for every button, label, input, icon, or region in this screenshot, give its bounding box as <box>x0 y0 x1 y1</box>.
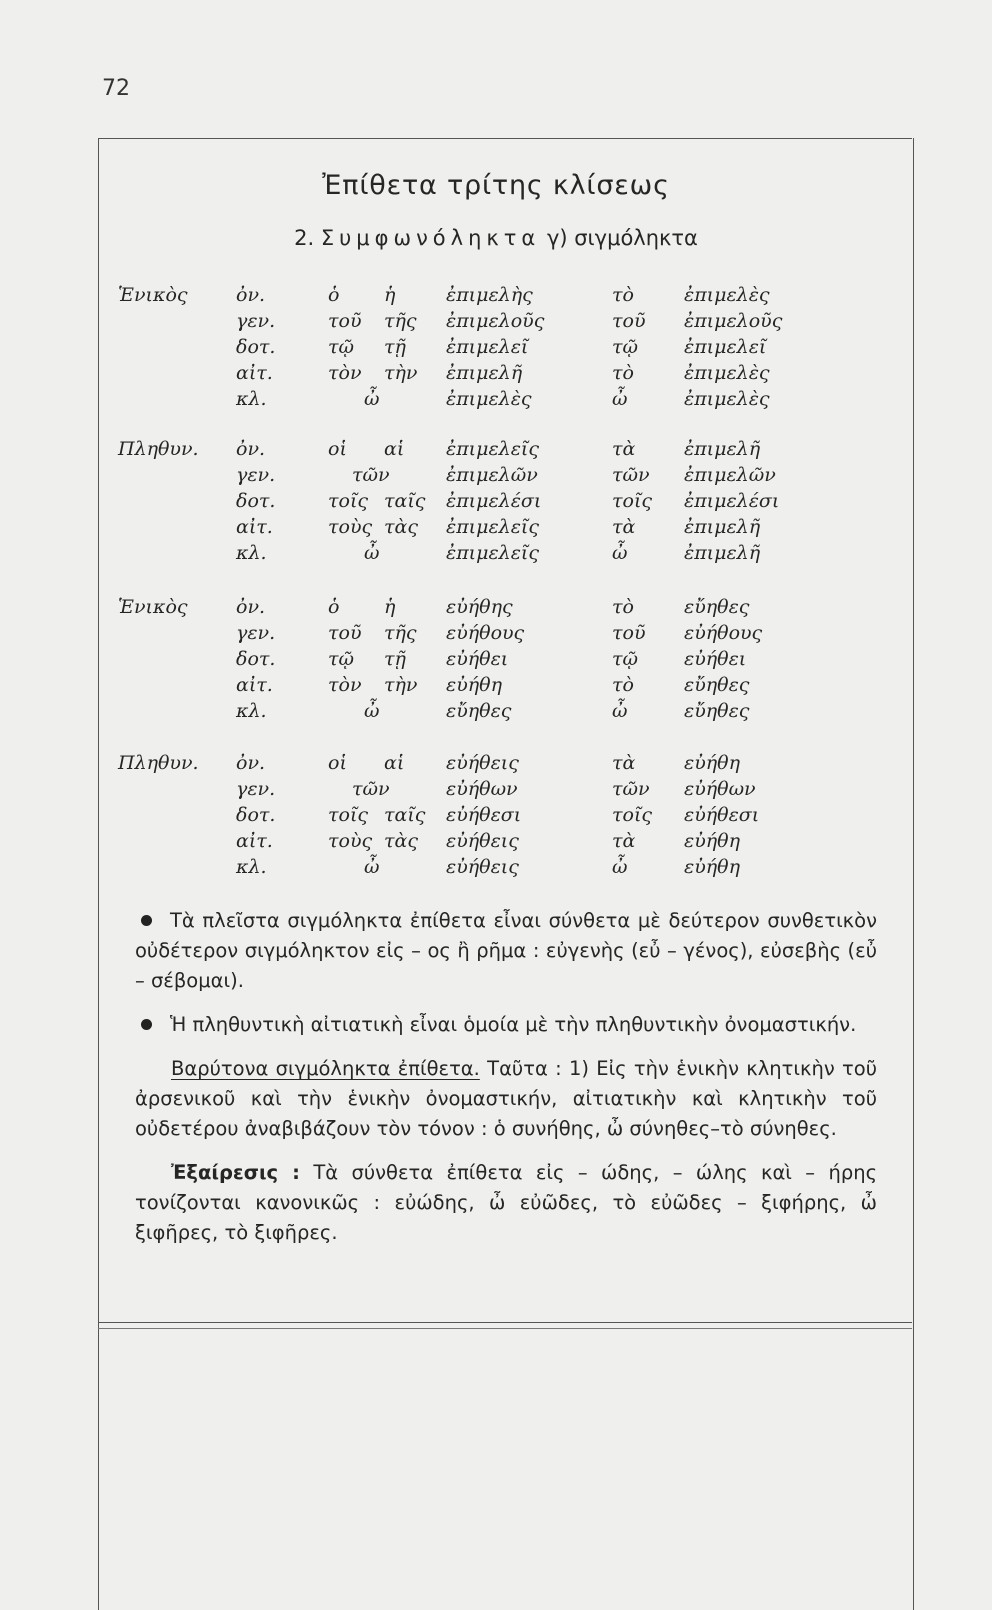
bullet-icon <box>141 1019 152 1030</box>
cell-art3: ὦ <box>612 388 628 410</box>
cell-case: αἰτ. <box>236 830 273 852</box>
cell-form2: εὐήθων <box>684 778 756 800</box>
cell-case: δοτ. <box>236 648 276 670</box>
cell-form1: εὐήθεις <box>446 856 519 878</box>
cell-case: κλ. <box>236 388 267 410</box>
bottom-rule <box>98 1322 912 1323</box>
cell-form1: ἐπιμελεῖς <box>446 542 540 564</box>
subtitle-number: 2. <box>294 226 315 250</box>
cell-art1: ὁ <box>328 596 340 618</box>
cell-form1: ἐπιμελῶν <box>446 464 538 486</box>
table-row <box>0 778 992 804</box>
page-title: Ἐπίθετα τρίτης κλίσεως <box>322 170 670 201</box>
bullet-icon <box>141 915 152 926</box>
note-2-text: Ἡ πληθυντικὴ αἰτιατικὴ εἶναι ὁμοία μὲ τὴν πληθυντικὴν ὀνομαστικήν. <box>170 1013 857 1036</box>
cell-art2: τῇ <box>384 648 406 670</box>
cell-label: Ἑνικὸς <box>118 596 188 618</box>
cell-art2: τῇ <box>384 336 406 358</box>
cell-form2: ἐπιμελοῦς <box>684 310 783 332</box>
cell-case: αἰτ. <box>236 362 273 384</box>
table-row <box>0 752 992 778</box>
note-4-heading: Ἐξαίρεσις : <box>171 1161 300 1184</box>
table-row <box>0 438 992 464</box>
cell-form1: εὐήθη <box>446 674 502 696</box>
cell-art1: ὦ <box>364 542 380 564</box>
cell-art2: τῆς <box>384 310 417 332</box>
section-subtitle <box>0 226 992 250</box>
note-3-heading: Βαρύτονα σιγμόληκτα ἐπίθετα. <box>171 1057 480 1080</box>
cell-form1: εὐήθεσι <box>446 804 522 826</box>
cell-art1: τοῖς <box>328 804 369 826</box>
cell-form1: ἐπιμελῆ <box>446 362 523 384</box>
cell-form2: εὔηθες <box>684 700 750 722</box>
cell-form1: ἐπιμελεῖς <box>446 516 540 538</box>
cell-art2: ταῖς <box>384 490 426 512</box>
cell-form1: εὐήθεις <box>446 830 519 852</box>
cell-form2: ἐπιμελῆ <box>684 438 761 460</box>
cell-art3: τὸ <box>612 596 634 618</box>
cell-form1: εὔηθες <box>446 700 512 722</box>
cell-art3: τῶν <box>612 464 650 486</box>
cell-art2: τὴν <box>384 362 418 384</box>
table-row <box>0 856 992 882</box>
note-3 <box>135 1054 877 1144</box>
cell-form1: ἐπιμελὴς <box>446 284 533 306</box>
cell-art1: ὦ <box>364 388 380 410</box>
cell-form1: ἐπιμελεῖς <box>446 438 540 460</box>
cell-art3: τὸ <box>612 284 634 306</box>
table-row <box>0 596 992 622</box>
cell-label: Πληθυν. <box>118 752 199 774</box>
cell-art3: τὰ <box>612 438 636 460</box>
table-row <box>0 362 992 388</box>
cell-form1: εὐήθεις <box>446 752 519 774</box>
table-row <box>0 336 992 362</box>
cell-art1: τῷ <box>328 336 355 358</box>
table-row <box>0 622 992 648</box>
cell-case: ὀν. <box>236 596 266 618</box>
cell-case: γεν. <box>236 464 276 486</box>
cell-art1: τὸν <box>328 674 362 696</box>
cell-art1: τῶν <box>352 778 390 800</box>
cell-art3: τὸ <box>612 362 634 384</box>
cell-form2: ἐπιμελεῖ <box>684 336 767 358</box>
cell-art1: οἱ <box>328 752 347 774</box>
cell-art2: ἡ <box>384 284 396 306</box>
cell-art3: τῷ <box>612 336 639 358</box>
cell-form1: ἐπιμελέσι <box>446 490 542 512</box>
note-1-text: Τὰ πλεῖστα σιγμόληκτα ἐπίθετα εἶναι σύνθετα μὲ δεύτερον συνθετικὸν οὐδέτερον σιγμόληκτον εἰς – ος ἢ ρῆμα : εὐγενὴς (εὖ – γένος), εὐσεβὴς (εὖ – σέβομαι). <box>135 909 877 992</box>
cell-art2: τὰς <box>384 830 418 852</box>
cell-form2: ἐπιμελέσι <box>684 490 780 512</box>
cell-form2: ἐπιμελὲς <box>684 362 770 384</box>
cell-art3: τῶν <box>612 778 650 800</box>
cell-art3: τοῖς <box>612 804 653 826</box>
cell-form2: εὐήθη <box>684 830 740 852</box>
cell-form2: ἐπιμελῆ <box>684 516 761 538</box>
bottom-rule-secondary <box>98 1328 912 1329</box>
cell-form1: εὐήθων <box>446 778 518 800</box>
cell-art1: τοῦ <box>328 310 362 332</box>
table-row <box>0 490 992 516</box>
cell-art1: τοῦ <box>328 622 362 644</box>
table-row <box>0 542 992 568</box>
cell-case: γεν. <box>236 778 276 800</box>
cell-case: γεν. <box>236 310 276 332</box>
cell-case: ὀν. <box>236 284 266 306</box>
cell-art3: τῷ <box>612 648 639 670</box>
cell-art1: τὸν <box>328 362 362 384</box>
table-row <box>0 388 992 414</box>
table-row <box>0 516 992 542</box>
cell-art3: ὦ <box>612 700 628 722</box>
cell-art1: τῶν <box>352 464 390 486</box>
cell-form2: εὔηθες <box>684 596 750 618</box>
cell-art1: τοὺς <box>328 830 373 852</box>
cell-art3: ὦ <box>612 856 628 878</box>
note-4 <box>135 1158 877 1248</box>
cell-form1: εὐήθους <box>446 622 525 644</box>
cell-art1: ὦ <box>364 856 380 878</box>
cell-art1: τῷ <box>328 648 355 670</box>
cell-label: Πληθυν. <box>118 438 199 460</box>
cell-art3: τὰ <box>612 752 636 774</box>
cell-case: κλ. <box>236 700 267 722</box>
page-number: 72 <box>102 76 130 101</box>
cell-art1: τοὺς <box>328 516 373 538</box>
cell-art3: τὰ <box>612 830 636 852</box>
cell-art1: τοῖς <box>328 490 369 512</box>
cell-art3: τὰ <box>612 516 636 538</box>
cell-form1: ἐπιμελὲς <box>446 388 532 410</box>
cell-case: δοτ. <box>236 804 276 826</box>
cell-art3: τοῖς <box>612 490 653 512</box>
notes-section <box>135 906 877 1262</box>
cell-art2: τῆς <box>384 622 417 644</box>
cell-case: κλ. <box>236 856 267 878</box>
cell-form2: εὐήθη <box>684 752 740 774</box>
subtitle-spaced: Συμφωνόληκτα <box>320 226 541 250</box>
cell-case: δοτ. <box>236 490 276 512</box>
cell-art2: αἱ <box>384 438 405 460</box>
cell-form2: εὔηθες <box>684 674 750 696</box>
cell-art3: τὸ <box>612 674 634 696</box>
cell-form2: εὐήθει <box>684 648 747 670</box>
cell-art3: ὦ <box>612 542 628 564</box>
cell-case: ὀν. <box>236 752 266 774</box>
cell-form2: εὐήθους <box>684 622 763 644</box>
note-1 <box>135 906 877 996</box>
cell-form1: ἐπιμελοῦς <box>446 310 545 332</box>
note-3-text: Ταῦτα : 1) Εἰς τὴν ἑνικὴν κλητικὴν τοῦ ἀρσενικοῦ καὶ τὴν ἑνικὴν ὀνομαστικήν, αἰτιατικὴν καὶ κλητικὴν τοῦ οὐδετέρου ἀναβιβάζουν τὸν τόνον : ὁ συνήθης, ὦ σύνηθες–τὸ σύνηθες. <box>135 1057 877 1140</box>
cell-form2: ἐπιμελὲς <box>684 284 770 306</box>
table-row <box>0 648 992 674</box>
cell-case: κλ. <box>236 542 267 564</box>
cell-art2: τὰς <box>384 516 418 538</box>
cell-case: ὀν. <box>236 438 266 460</box>
note-4-text: Τὰ σύνθετα ἐπίθετα εἰς – ώδης, – ώλης καὶ – ήρης τονίζονται κανονικῶς : εὐώδης, ὦ εὐῶδες, τὸ εὐῶδες – ξιφήρης, ὦ ξιφῆρες, τὸ ξιφῆρες. <box>135 1161 878 1244</box>
table-row <box>0 830 992 856</box>
table-row <box>0 700 992 726</box>
cell-art2: ταῖς <box>384 804 426 826</box>
cell-form2: ἐπιμελῶν <box>684 464 776 486</box>
cell-case: δοτ. <box>236 336 276 358</box>
cell-art1: ὦ <box>364 700 380 722</box>
cell-form1: ἐπιμελεῖ <box>446 336 529 358</box>
cell-form1: εὐήθει <box>446 648 509 670</box>
cell-art1: ὁ <box>328 284 340 306</box>
table-row <box>0 310 992 336</box>
cell-form1: εὐήθης <box>446 596 513 618</box>
table-row <box>0 464 992 490</box>
cell-form2: εὐήθη <box>684 856 740 878</box>
table-row <box>0 804 992 830</box>
cell-form2: εὐήθεσι <box>684 804 760 826</box>
cell-form2: ἐπιμελῆ <box>684 542 761 564</box>
cell-art2: αἱ <box>384 752 405 774</box>
table-row <box>0 284 992 310</box>
note-2 <box>135 1010 877 1040</box>
cell-art3: τοῦ <box>612 622 646 644</box>
cell-label: Ἑνικὸς <box>118 284 188 306</box>
cell-case: αἰτ. <box>236 516 273 538</box>
subtitle-rest: γ) σιγμόληκτα <box>546 226 698 250</box>
cell-case: γεν. <box>236 622 276 644</box>
cell-art3: τοῦ <box>612 310 646 332</box>
cell-form2: ἐπιμελὲς <box>684 388 770 410</box>
table-row <box>0 674 992 700</box>
cell-case: αἰτ. <box>236 674 273 696</box>
cell-art1: οἱ <box>328 438 347 460</box>
cell-art2: ἡ <box>384 596 396 618</box>
cell-art2: τὴν <box>384 674 418 696</box>
